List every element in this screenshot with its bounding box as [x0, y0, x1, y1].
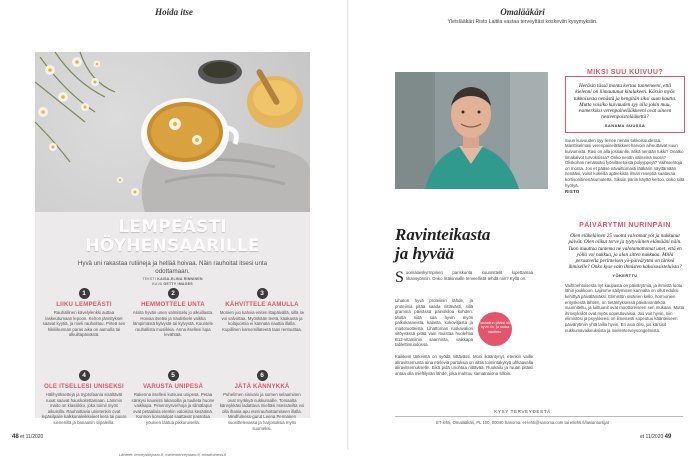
doctor-portrait-illustration — [395, 72, 548, 189]
tip-5 — [130, 370, 216, 426]
tip-title: OLE ITSELLESI UNISEKSI — [44, 383, 124, 390]
tip-body: Monien juo kahvia eniten iltapäivällä, sillä se voi valvottaa. Myöskään teetä, kaakaota ja kolajuomia ei kannata nauttia illalla. Kupillinen kamomillateetä taas rentouttaa. — [219, 310, 305, 332]
left-page-number: 48 — [12, 434, 19, 440]
ask-divider — [395, 416, 683, 417]
tip-body: Hälihyöksettejä ja tryptofaania sisältävät ruoat saavat hauskoitettamaan. Lämmin maito on klassikko, joka toimii myös aikuisilla. Rauhoittavia unietenkin ovat lepäsilpaile kalkkunaleikkeleet kera tai puuro sienenillä ja banaanin siipaleilla. — [41, 392, 127, 425]
page-gutter — [347, 0, 349, 450]
left-folio — [12, 434, 43, 440]
tip-body: Rakenna itsellesi kutsuva unipesä. Petaa sänkysi kauniisti lakanoilla ja tuulleta huone vaikkapa. Pimennysverhoja ja silmälaput ovat petaalisia etenkin valoisina kesäöinä. Kunnon korvatulpat saattavat parantaa yöunien laatua pikkuruisella. — [131, 392, 215, 425]
question-1-box — [565, 76, 685, 133]
text-credit-label: TEKSTI — [142, 277, 157, 281]
question-2-asker: YÖKERTTU — [612, 272, 638, 278]
title-line-1: LEMPEÄSTI — [118, 217, 227, 237]
tip-body: Puhelimen sinivalo ja somen selaaminen ovat myrkkyä nukkumaille. Torsaalta kännykkäsi ladattava mieltäsi itsessävilta voi olla ihania apu etenrauhoittamiseen illalla. Mindfulness-gurut Leena Pennanen suosittelevassa ja harjoituksia myös suomeksi. — [219, 392, 305, 431]
article-title — [35, 218, 310, 256]
question-1-asker: SANAMA SUUSSA — [604, 122, 646, 128]
sleep-article-panel — [35, 52, 310, 457]
question-1-heading: MIKSI SUU KUIVUU? — [586, 69, 664, 76]
tea-cup-illustration — [35, 52, 310, 212]
drop-cap: S — [395, 269, 404, 286]
tea-photo — [35, 52, 310, 212]
ask-health-label: KYSY TERVEYDESTÄ — [494, 409, 551, 414]
tip-number: 3 — [257, 288, 268, 299]
pull-quote-badge: Ruokailun pitäisi olla hyvin ilo, ja ruoka nautinto. — [478, 312, 512, 346]
tip-title: LIIKU LEMPEÄSTI — [56, 301, 112, 308]
question-2-heading: PÄIVÄRYTMI NURINPÄIN — [579, 222, 671, 229]
tip-3 — [219, 288, 305, 332]
qa-title-line-1: Ravinteikasta — [395, 225, 491, 244]
question-2-block — [565, 222, 685, 333]
tip-2 — [130, 288, 216, 338]
article-credits — [75, 277, 270, 287]
title-line-2: HÖYHENSAARILLE — [85, 236, 260, 256]
qa-body-paragraph-2: Lihaton hyvä proteiinin lähde, ja proteiinia pitää saada riittävästi, sillä gramma päivässä painokiloa kohden. Mutta niitä saa hyvin myös palkokasveista, kalasta, kokovitjasta ja maitotuotteista. Lihattoman ruokavalion sitöyvässä pitää vain muistaa huolehtia B12-vitamiinin saannista, vaikkapa tablettimuodossa. — [395, 298, 473, 347]
qa-body-paragraph-3: Kaikkein tärkeintä on syödä riittävästi. Moni ikääntynyt, etenkin vaille aliravitsemusta aina eteleviä partuksia on alttis toimintakykyä uhkaavalla aliravitsemukselle. Eikä pidä unohtaa riittävää. Ruokailu ja ruuan pitäisi antaa olla mieltilyvän lähde, joka mahtuu samatnaiona silloin. — [395, 354, 533, 376]
tip-number: 6 — [257, 370, 268, 381]
doctor-portrait — [395, 72, 548, 189]
tip-number: 2 — [168, 288, 179, 299]
qa-body-text-1: uomalaiskyrmpinen pariskunta suunnittelit lopettamaa lihansyönnin. Onko lisäkinnalle terveellistä tehdä niin? Kyllä on. — [405, 270, 533, 281]
tip-body: Rauhallinen kävelylenkki auttaa laskeutumaan lepoon. Kehon jännitykset saavat kyytiä, ja mieli rauhoittuu. Pirteä sen hikiliikunnan paras aika on aamulla tai alkuiltapäivästä. — [42, 310, 126, 338]
tip-title: JÄTÄ KÄNNYKKÄ — [234, 383, 290, 390]
ask-contact-text: ET-lehti, Omalääkäri, PL 100, 00040 Sanoma. et-lehti@sanoma.com tai etlehti.fi/lasiantuntijat — [436, 420, 609, 425]
tip-number: 4 — [79, 370, 90, 381]
right-section-subheader: Yleislääkäri Risto Laitila vastaa terveyttäsi koskeviin kysymyksiin. — [447, 19, 598, 25]
right-section-header: Omalääkäri — [500, 7, 545, 17]
tip-1 — [41, 288, 127, 338]
tip-title: VARUSTA UNIPESÄ — [142, 383, 204, 390]
tip-title: HEMMOTTELE UNTA — [141, 301, 205, 308]
answer-1-signature: RISTO — [565, 189, 580, 195]
tip-number: 5 — [168, 370, 179, 381]
text-credit-author: KAISA-ELINA RINNINEN — [157, 277, 203, 281]
question-2-text: Olen eläkeläinen 25 vuotta valvomat yöt ja nukkunut päivät. Olen olikut terve ja tyytyväinen elämääni näin. Tuon muuttaa tuntema ne valotamattomat unet, että en yöllä voi nukkua, ja alan sitten nukkuaa. Millä perusteella perinteisen yö-päivärytmi on tärkeä ihmiselle? Onko kyse vain ihmisten kaksisosisteluista? — [568, 233, 682, 271]
answer-1-text: Suun kuivuuden syy lienee nenän tukkoisuudessa. Manttiselmasi verenpainelääkkeet harvoin aiheuttavat suun kuivumista. Rasi on alla jossainlle. Mikä nenään tukki? Onatko limakalvot turvoksissa? Onko nenän väliseinä suora? Oliskohan nenässäsi fyöniläsetoista polyyppejä? Vaihtoehtoja on monta. Jos et pääse nävaittomasti lääkärin näyttämään nenääsi, voisit kokeilla apteekista ilman reseptiä saatavaa kortisonitinenäsumutetta. Siksiin pariin käyttö kertoo, onko siitä hyötyä. — [565, 137, 685, 188]
article-intro: Hyvä uni rakastaa rutiineja ja hellää hoivaa. Näin rauhoitat itsesi unta odottamaan. — [77, 260, 268, 275]
right-page-number: 49 — [664, 434, 672, 440]
photo-credit-label: KUVA — [152, 282, 163, 286]
sources-footnote: Lähteet: terveyskirjasto.fi, mielenterveystalo.fi, mindfulness.fi — [118, 452, 227, 457]
tip-title: KÄHVITTELE AAMULLA — [225, 301, 299, 308]
tip-number: 1 — [79, 288, 90, 299]
tip-4 — [41, 370, 127, 426]
question-1-text: Heräsin tässä monta kertaa tunneneeni, että kielenni on liimautunut kitalakeen. Kärsin myös tukkoisesta nenästä ja hengitän siksi suun kautta. Mutta voisiko kuivuuden syy olla jokin muu, esimerkiksi verenpainelääkkeeni ovat aineen nesteenpoistolääkettä? — [573, 83, 677, 121]
right-magazine-issue: et 11/2020 — [640, 434, 664, 440]
photo-credit-author: GETTY IMAGES — [163, 282, 193, 286]
qa-title-line-2: ja hyvää — [395, 244, 455, 263]
answer-2-text: Vaihtoehtoisesta nyt kaupasta on päivärytmiä, ja ihmistä luotu lähin joukkoon. Lajimme säilymisen kannalta on ollut eduksi kehittyä päivälämäksi. Elimistön sisäinen kello, hormonien erityskestä lähtien, on tietäntyksessä päivänsmärköä suunniteltu, ja luittuunit ovat moottoreiseen sen mukaan. Mutta ihmisyksilöt ovat myös sopeutuvaisia. Jos voit hyvin, niin elimistösi ja psyykkeesi on ilmeisesti sopeutuu käänteiseen päivärytmiin yhtä lailla hyvin. Eri asia olisi, jos kärsisit nukkumavaikeuksista ja mielenterveysongelmista. — [565, 282, 685, 333]
question-2-body — [565, 229, 685, 278]
tip-6 — [219, 370, 305, 431]
question-1-block — [565, 69, 685, 194]
left-section-header: Hoida itse — [155, 7, 193, 17]
qa-title — [395, 225, 550, 263]
qa-body-paragraph-1 — [395, 270, 533, 284]
left-magazine-issue: et 11/2020 — [20, 434, 44, 440]
tip-body: Aloita hyvän unen valmistelu jo alkuillasta. Hoivaa itseäsi ja nautiskele vaikka lämpimästä kylvystä tai kylvystä. Kuuntele rauhallista musiikkia. Anna itsellesi lupa levähtää. — [132, 310, 214, 338]
right-folio — [640, 434, 671, 440]
